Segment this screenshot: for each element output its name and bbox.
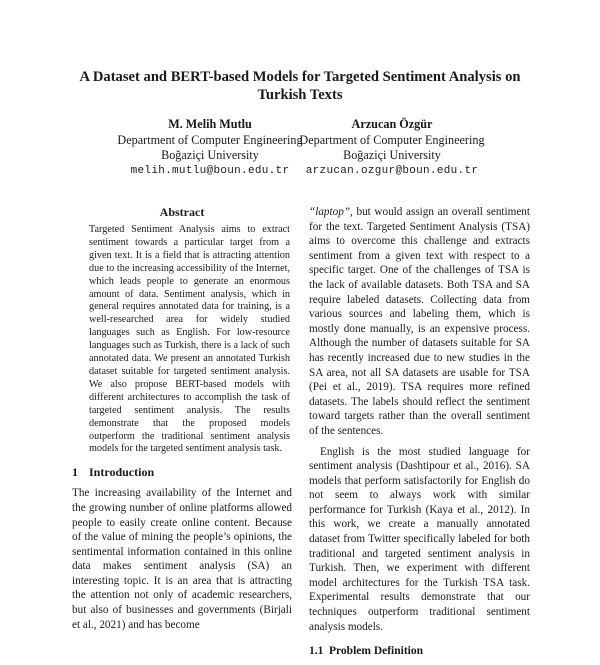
italic-term: “laptop” (309, 206, 351, 218)
left-column (72, 205, 292, 632)
subsection-number: 1.1 (309, 645, 324, 658)
author-block-2 (272, 117, 512, 179)
abstract-heading: Abstract (159, 205, 205, 219)
paragraph-text: , but would assign an overall sentiment for the text. Targeted Sentiment Analysis (TSA) aims to overcome this challenge and extracts sentiment from a given text with respect to a specific target. One of the challenges of TSA is the lack of available datasets. Both TSA and SA require labeled datasets. Collecting data from various sources and labeling them, which is mostly done manually, is an expensive process. Although the number of datasets suitable for SA has recently increased due to new studies in the SA area, not all SA datasets are usable for TSA (Pei et al., 2019). TSA requires more refined datasets. The labels should reflect the sentiment toward targets rather than the overall sentiment of the sentences. (309, 206, 530, 437)
continued-paragraph (309, 205, 530, 439)
abstract-text: Targeted Sentiment Analysis aims to extract sentiment towards a particular target from a given text. It is a field that is attracting attention due to the increasing accessibility of the Internet, which leads people to generate an enormous amount of data. Sentiment analysis, which in general requires annotated data for training, is a well-researched area for widely studied languages such as English. For low-resource languages such as Turkish, there is a lack of such annotated data. We present an annotated Turkish dataset suitable for targeted sentiment analysis. We also propose BERT-based models with different architectures to accomplish the task of targeted sentiment analysis. The results demonstrate that the proposed models outperform the traditional sentiment analysis models for the targeted sentiment analysis task. (89, 224, 290, 455)
right-column (309, 205, 530, 665)
subsection-title: Problem Definition (329, 645, 424, 658)
section-title: Introduction (89, 465, 155, 480)
introduction-paragraph: The increasing availability of the Internet and the growing number of online platforms allowed people to easily create online content. Because of the value of mining the people’s opinions, the sentimental information contained in this online data makes sentiment analysis (SA) an interesting topic. It is an area that is attracting the attention not only of academic researchers, but also of businesses and governments (Birjali et al., 2021) and has become (72, 487, 292, 631)
author-name: M. Melih Mutlu (168, 117, 252, 131)
subsection-heading-problem-definition (309, 644, 530, 658)
author-department: Department of Computer Engineering (299, 132, 485, 147)
author-university: Boğaziçi University (161, 148, 259, 162)
author-email[interactable]: arzucan.ozgur@boun.edu.tr (305, 164, 479, 177)
author-name: Arzucan Özgür (351, 117, 433, 131)
author-email[interactable]: melih.mutlu@boun.edu.tr (130, 164, 290, 177)
section-heading-introduction (72, 465, 292, 479)
paper-title: A Dataset and BERT-based Models for Targeted Sentiment Analysis on Turkish Texts (79, 69, 521, 103)
author-university: Boğaziçi University (343, 148, 441, 162)
author-department: Department of Computer Engineering (117, 132, 303, 147)
paragraph-english: English is the most studied language for sentiment analysis (Dashtipour et al., 2016). SA models that perform satisfactorily for English do not seem to always work with similar performance for Turkish (Kaya et al., 2012). In this work, we create a manually annotated dataset from Twitter specifically labeled for both traditional and targeted sentiment analysis in Turkish. Then, we experiment with different model architectures for the Turkish TSA task. Experimental results demonstrate that our techniques outperform traditional sentiment analysis models. (309, 445, 530, 633)
section-number: 1 (72, 465, 78, 480)
